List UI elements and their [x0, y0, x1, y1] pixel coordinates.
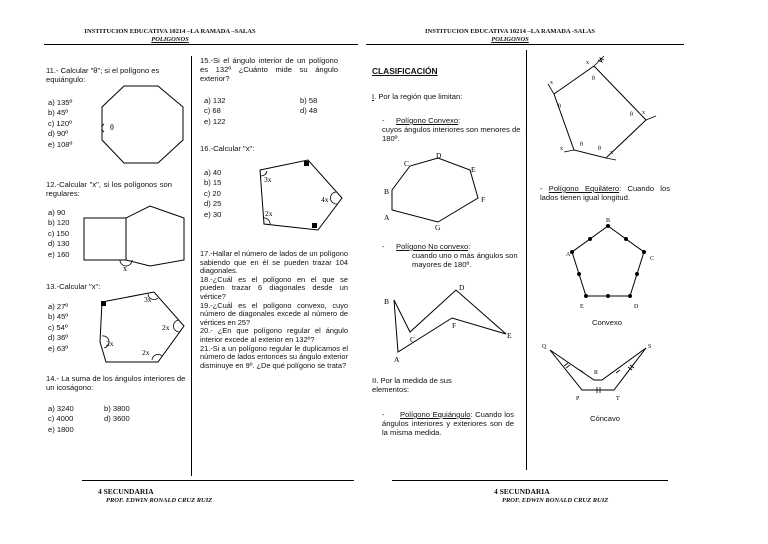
q16-pentagon-figure — [256, 158, 346, 236]
option: d) 25 — [204, 199, 222, 209]
svg-text:θ: θ — [598, 146, 601, 152]
q16-label-4x: 4x — [321, 195, 329, 204]
equilateral-vertex-C: C — [650, 256, 655, 262]
region-heading — [372, 92, 462, 101]
equilatero-name: Polígono Equilátero — [548, 184, 620, 193]
left-footer-prof: PROF. EDWIN RONALD CRUZ RUIZ — [106, 497, 213, 504]
right-column-divider — [526, 50, 527, 470]
option: b) 15 — [204, 178, 222, 188]
concave-vertex-S: S — [648, 344, 652, 350]
option: b) 3800 — [104, 404, 130, 413]
option: d) 90º — [48, 129, 69, 139]
nonconvex-vertex-A: A — [394, 355, 400, 364]
q16-text: 16.-Calcular "x": — [200, 144, 255, 153]
option: c) 20 — [204, 188, 221, 198]
option: a) 135º — [48, 98, 73, 107]
q13-options — [48, 302, 68, 354]
convex-polygon-figure — [380, 148, 500, 230]
right-header-topic: POLIGONOS — [491, 36, 529, 43]
svg-text:x: x — [550, 80, 553, 86]
nonconvex-vertex-B: B — [384, 297, 390, 306]
convex-vertex-E: E — [471, 165, 476, 174]
q12-text: 12.-Calcular "x", si los polígonos son regulares: — [46, 180, 172, 198]
equilateral-vertex-B: B — [606, 218, 611, 224]
nonconvex-vertex-E: E — [507, 331, 512, 340]
option: b) 58 — [300, 96, 318, 105]
convex-vertex-F: F — [481, 195, 486, 204]
q11-options — [48, 98, 72, 150]
option: a) 27º — [48, 302, 69, 311]
no-convexo-name: Polígono No convexo — [396, 242, 469, 251]
option: d) 130 — [48, 239, 70, 249]
q14-options-col1 — [48, 404, 74, 435]
left-footer — [98, 487, 212, 505]
option: e) 108º — [48, 139, 73, 149]
option: d) 36º — [48, 333, 69, 343]
concavo-caption: Cóncavo — [590, 414, 620, 423]
equiangulo-definition: - Polígono Equiángulo: Cuando los ángulos interiores y exteriores son de la misma medida. — [382, 410, 514, 437]
q15-text: 15.-Si el ángulo interior de un polígono es 132º ¿Cuánto mide su ángulo exterior? — [200, 56, 338, 83]
convex-vertex-B: B — [384, 187, 390, 196]
right-header-school: INSTITUCION EDUCATIVA 10214 –LA RAMADA -SALAS — [424, 28, 596, 35]
convex-vertex-D: D — [436, 151, 442, 160]
option: e) 160 — [48, 249, 70, 259]
left-header — [60, 28, 280, 44]
svg-text:x: x — [610, 150, 613, 156]
option: c) 150 — [48, 228, 70, 238]
no-convexo-definition: - Polígono No convexo: cuando uno o más ángulos son mayores de 180º. — [382, 242, 522, 269]
option: e) 122 — [204, 116, 226, 126]
q15-options-col2 — [300, 96, 317, 117]
convexo-caption: Convexo — [592, 318, 622, 327]
q14-text: 14.- La suma de los ángulos interiores de un icoságono: — [46, 374, 186, 392]
concave-vertex-P: P — [576, 396, 580, 402]
q16-label-2x: 2x — [265, 209, 273, 218]
side-heading: II. Por la medida de sus elementos: — [372, 376, 452, 394]
q11-theta-label: θ — [110, 123, 114, 132]
right-header-rule — [366, 44, 684, 45]
right-footer-prof: PROF. EDWIN RONALD CRUZ RUIZ — [502, 497, 609, 504]
q13-label-2x: 2x — [162, 323, 170, 332]
convexo-name: Polígono Convexo — [396, 116, 459, 125]
option: d) 48 — [300, 106, 318, 116]
nonconvex-vertex-C: C — [410, 335, 416, 344]
svg-text:θ: θ — [580, 142, 583, 148]
option: a) 40 — [204, 168, 222, 177]
concave-vertex-Q: Q — [542, 344, 547, 350]
q15-options-col1 — [204, 96, 226, 127]
no-convexo-desc: cuando uno o más ángulos son mayores de 180º. — [412, 251, 518, 269]
convexo-definition: - Polígono Convexo: cuyos ángulos interiores son menores de 180º. — [382, 116, 521, 143]
q13-hexagon-figure — [96, 290, 188, 368]
non-convex-polygon-figure — [380, 282, 520, 364]
option: a) 132 — [204, 96, 226, 105]
right-footer — [494, 487, 608, 505]
option: c) 54º — [48, 322, 68, 332]
svg-text:θ: θ — [558, 104, 561, 110]
option: c) 120º — [48, 118, 72, 128]
q12-square-hexagon-figure — [84, 200, 194, 273]
option: e) 63º — [48, 343, 69, 353]
equilateral-vertex-D: D — [634, 304, 639, 310]
classification-title: CLASIFICACIÓN — [372, 66, 438, 76]
left-header-rule — [44, 44, 358, 45]
concave-vertex-T: T — [616, 396, 620, 402]
option: a) 3240 — [48, 404, 74, 413]
equiangulo-desc: Cuando los ángulos interiores y exteriores son de la misma medida. — [382, 410, 514, 437]
right-footer-grade: 4 SECUNDARIA — [494, 487, 550, 496]
equilateral-pentagon-figure — [560, 214, 660, 314]
convex-vertex-A: A — [384, 213, 390, 222]
convex-vertex-C: C — [404, 159, 410, 168]
option: c) 4000 — [48, 414, 74, 424]
q12-options — [48, 208, 70, 260]
equilateral-vertex-E: E — [580, 304, 584, 310]
svg-text:x: x — [560, 146, 563, 152]
left-footer-rule — [82, 480, 354, 481]
equilatero-definition: - Polígono Equilátero: Cuando los lados tienen igual longitud. — [540, 184, 670, 202]
option: b) 45º — [48, 108, 69, 118]
svg-text:θ: θ — [592, 76, 595, 82]
equiangular-polygon-figure — [546, 54, 660, 166]
concave-vertex-R: R — [594, 370, 599, 376]
right-footer-rule — [392, 480, 668, 481]
option: b) 45º — [48, 312, 69, 322]
svg-text:x: x — [642, 110, 645, 116]
left-footer-grade: 4 SECUNDARIA — [98, 487, 154, 496]
equiangulo-name: Polígono Equiángulo — [400, 410, 471, 419]
q12-x-label: x — [123, 264, 127, 273]
convexo-desc: cuyos ángulos interiores son menores de 180º. — [382, 125, 521, 143]
q16-options — [204, 168, 221, 220]
option: e) 30 — [204, 209, 222, 219]
svg-text:x: x — [586, 60, 589, 66]
q11-text: 11.- Calcular "θ"; si el polígono es equiángulo: — [46, 66, 160, 84]
left-header-school: INSTITUCION EDUCATIVA 10214 –LA RAMADA –SALAS — [84, 28, 256, 35]
right-header — [390, 28, 630, 44]
q13-label-2x: 2x — [106, 339, 114, 348]
equilateral-vertex-A: A — [566, 252, 571, 258]
q16-label-3x: 3x — [264, 175, 272, 184]
svg-text:θ: θ — [630, 112, 633, 118]
q11-octagon-figure — [96, 80, 192, 170]
q17-21-text: 17.-Hallar el número de lados de un polígono sabiendo que en él se pueden trazar 104 diagonales. 18.-¿Cuál es el polígono en el que se pueden trazar 6 diagonales desde un vértice? 19.-¿Cuál es el polígono convexo, cuyo número de diagonales excede al número de vértices en 25? 20.- ¿En que polígono regular el ángulo interior excede al exterior en 132º? 21.-Si a un polígono regular le duplicamos el número de lados entonces su ángulo exterior disminuye en 9º. ¿De qué polígono se trata? — [200, 249, 348, 370]
q13-text: 13.-Calcular "x": — [46, 282, 101, 291]
q14-options-col2 — [104, 404, 130, 425]
q13-label-2x: 2x — [142, 348, 150, 357]
option: e) 1800 — [48, 424, 74, 434]
option: c) 68 — [204, 106, 221, 116]
option: d) 3600 — [104, 414, 130, 424]
option: a) 90 — [48, 208, 66, 217]
left-header-topic: POLIGONOS — [151, 36, 189, 43]
concave-polygon-figure — [540, 336, 660, 406]
convex-vertex-G: G — [435, 223, 441, 232]
equilatero-desc: Cuando los lados tienen igual longitud. — [540, 184, 670, 202]
region-heading-number: I — [372, 92, 375, 101]
option: b) 120 — [48, 218, 70, 228]
nonconvex-vertex-D: D — [459, 283, 465, 292]
region-heading-text: . Por la región que limitan: — [374, 92, 463, 101]
nonconvex-vertex-F: F — [452, 321, 457, 330]
q13-label-3x: 3x — [144, 295, 152, 304]
